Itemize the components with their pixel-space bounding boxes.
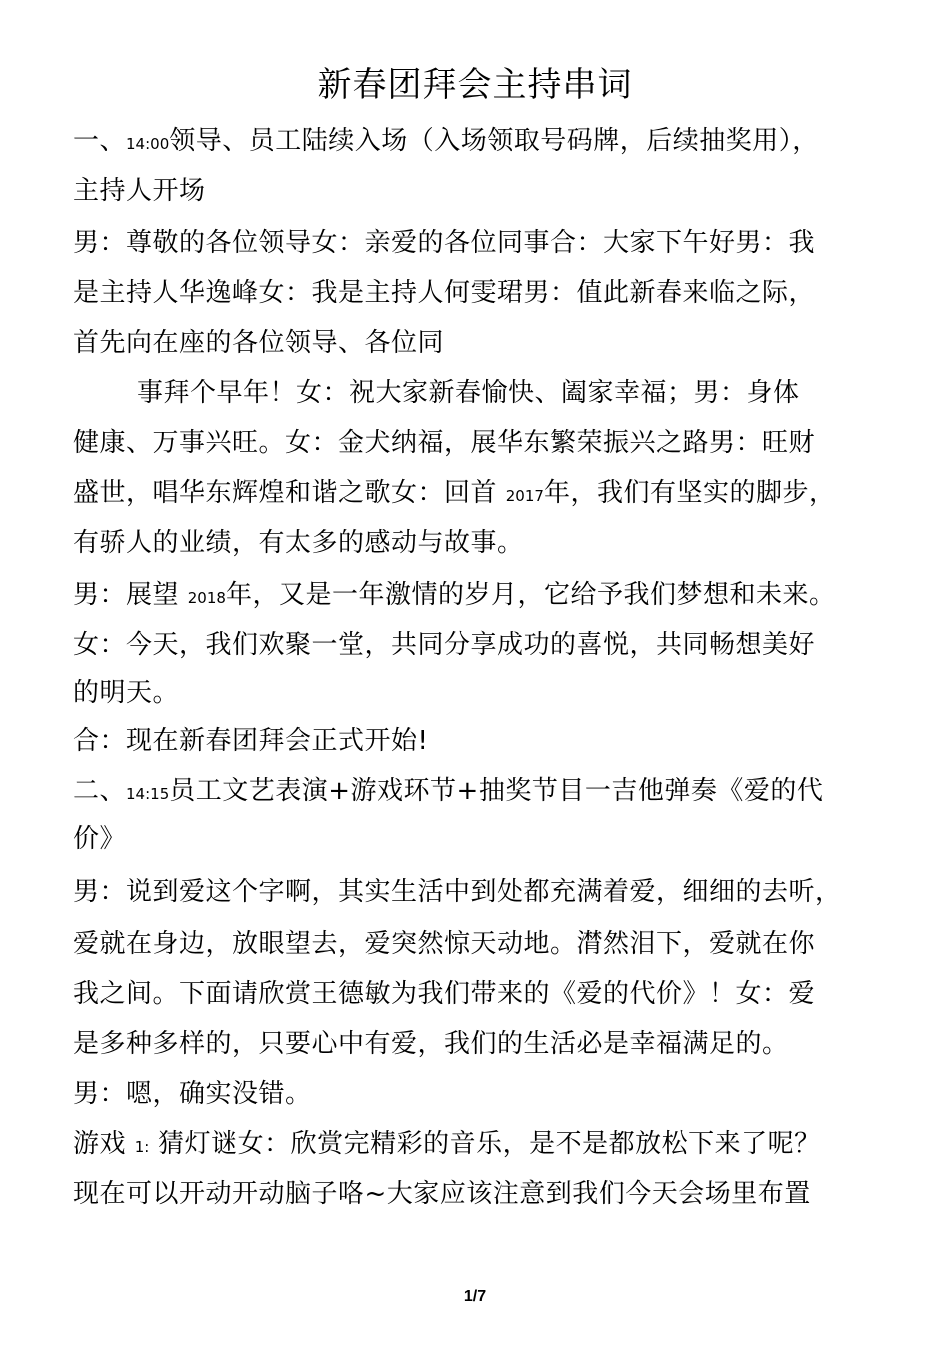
text-segment: 猜灯谜女：欣赏完精彩的音乐，是不是都放松下来了呢？ [149, 1129, 821, 1159]
text-segment: 的明天。 [73, 678, 180, 708]
text-segment: 女：今天，我们欢聚一堂，共同分享成功的喜悦，共同畅想美好 [73, 630, 816, 660]
text-segment: 价》 [73, 824, 127, 854]
text-segment: 健康、万事兴旺。女：金犬纳福，展华东繁荣振兴之路男：旺财 [73, 428, 816, 458]
text-segment: 二、 [73, 776, 127, 806]
small-number: 1: [134, 1138, 150, 1156]
text-line [73, 276, 815, 310]
text-segment: 一、 [73, 126, 127, 156]
text-segment: 男：展望 [73, 580, 188, 610]
text-segment: 男：说到爱这个字啊，其实生活中到处都充满着爱，细细的去听， [73, 877, 842, 907]
text-segment: 爱就在身边，放眼望去，爱突然惊天动地。潸然泪下，爱就在你 [73, 929, 816, 959]
small-number: 14:00 [126, 135, 170, 153]
small-number: 2018 [187, 589, 226, 607]
text-segment: 年，又是一年激情的岁月，它给予我们梦想和未来。 [225, 580, 836, 610]
text-segment: 是多种多样的，只要心中有爱，我们的生活必是幸福满足的。 [73, 1029, 789, 1059]
text-line [73, 927, 815, 961]
text-segment: 合：现在新春团拜会正式开始! [73, 726, 429, 756]
text-line [73, 977, 815, 1011]
text-segment: 员工文艺表演+游戏环节+抽奖节目一吉他弹奏《爱的代 [169, 776, 824, 806]
text-segment: 首先向在座的各位领导、各位同 [73, 328, 445, 358]
text-line [137, 376, 800, 410]
text-segment: 现在可以开动开动脑子咯~大家应该注意到我们今天会场里布置 [73, 1179, 811, 1209]
text-segment: 盛世，唱华东辉煌和谐之歌女：回首 [73, 478, 506, 508]
text-segment: 年，我们有坚实的脚步， [543, 478, 836, 508]
text-line [73, 526, 524, 560]
text-line [73, 326, 444, 360]
text-segment: 是主持人华逸峰女：我是主持人何雯珺男：值此新春来临之际， [73, 278, 816, 308]
text-line [73, 822, 126, 856]
text-line [73, 174, 206, 208]
text-line [73, 426, 815, 460]
text-line [73, 226, 815, 260]
small-number: 2017 [505, 487, 544, 505]
text-line [73, 676, 179, 710]
text-line [73, 875, 842, 909]
text-line [73, 724, 428, 758]
text-segment: 领导、员工陆续入场（入场领取号码牌，后续抽奖用）， [169, 126, 819, 156]
text-line [73, 1127, 821, 1164]
text-segment: 事拜个早年！女：祝大家新春愉快、阖家幸福；男：身体 [137, 378, 800, 408]
text-line [73, 1177, 811, 1211]
text-segment: 有骄人的业绩，有太多的感动与故事。 [73, 528, 524, 558]
text-segment: 男：嗯，确实没错。 [73, 1079, 312, 1109]
text-line [73, 124, 819, 161]
page-number: 1/7 [463, 1288, 487, 1305]
text-segment: 我之间。下面请欣赏王德敏为我们带来的《爱的代价》！女：爱 [73, 979, 816, 1009]
text-line [73, 1027, 789, 1061]
document-title: 新春团拜会主持串词 [317, 65, 633, 105]
text-line [73, 476, 835, 513]
text-line [73, 1077, 312, 1111]
text-segment: 主持人开场 [73, 176, 206, 206]
text-line [73, 774, 823, 811]
small-number: 14:15 [126, 785, 170, 803]
text-line [73, 628, 815, 662]
text-segment: 男：尊敬的各位领导女：亲爱的各位同事合：大家下午好男：我 [73, 228, 816, 258]
text-line [73, 578, 835, 615]
text-segment: 游戏 [73, 1129, 135, 1159]
